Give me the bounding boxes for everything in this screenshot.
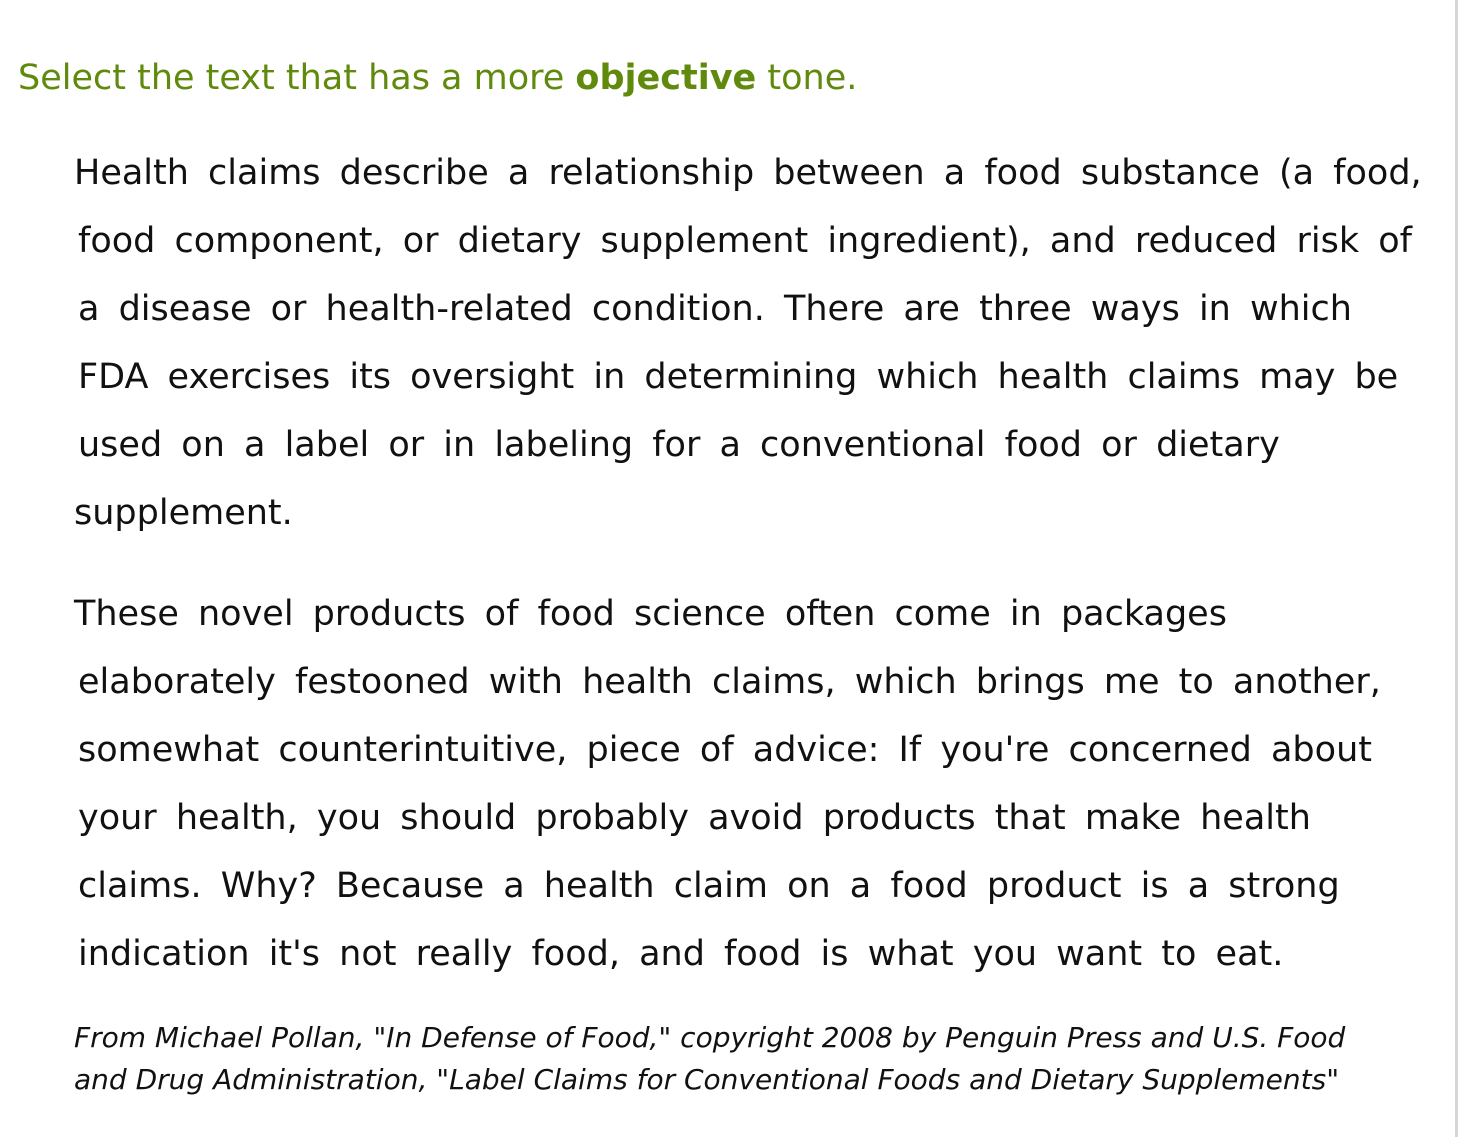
choice-a-line: used on a label or in labeling for a conventional food or dietary [78, 425, 1280, 465]
choice-b-line: claims. Why? Because a health claim on a food product is a strong [78, 866, 1340, 906]
prompt-emphasis: objective [575, 58, 757, 98]
choice-a-line: FDA exercises its oversight in determining which health claims may be [78, 357, 1399, 397]
citation-line: From Michael Pollan, "In Defense of Food," copyright 2008 by Penguin Press and U.S. Food [74, 1021, 1346, 1054]
choice-a-line: supplement. [74, 493, 293, 533]
choice-b-line: elaborately festooned with health claims, which brings me to another, [78, 662, 1381, 702]
source-citation [74, 1017, 1434, 1101]
prompt-text-end: tone. [756, 58, 858, 98]
choice-b-line: indication it's not really food, and food is what you want to eat. [78, 934, 1284, 974]
choice-b-line: somewhat counterintuitive, piece of advice: If you're concerned about [78, 730, 1372, 770]
answer-choice-a[interactable] [74, 153, 1444, 564]
choice-a-line: a disease or health-related condition. There are three ways in which [78, 289, 1352, 329]
choice-a-line: Health claims describe a relationship between a food substance (a food, [74, 153, 1422, 193]
prompt-text: Select the text that has a more [18, 58, 576, 98]
choice-b-line: These novel products of food science often come in packages [74, 594, 1227, 634]
question-prompt [18, 56, 857, 100]
choice-b-line: your health, you should probably avoid products that make health [78, 798, 1311, 838]
choice-a-line: food component, or dietary supplement ingredient), and reduced risk of [78, 221, 1412, 261]
citation-line: and Drug Administration, "Label Claims for Conventional Foods and Dietary Supplements" [74, 1063, 1340, 1096]
answer-choice-b[interactable] [74, 594, 1444, 1005]
